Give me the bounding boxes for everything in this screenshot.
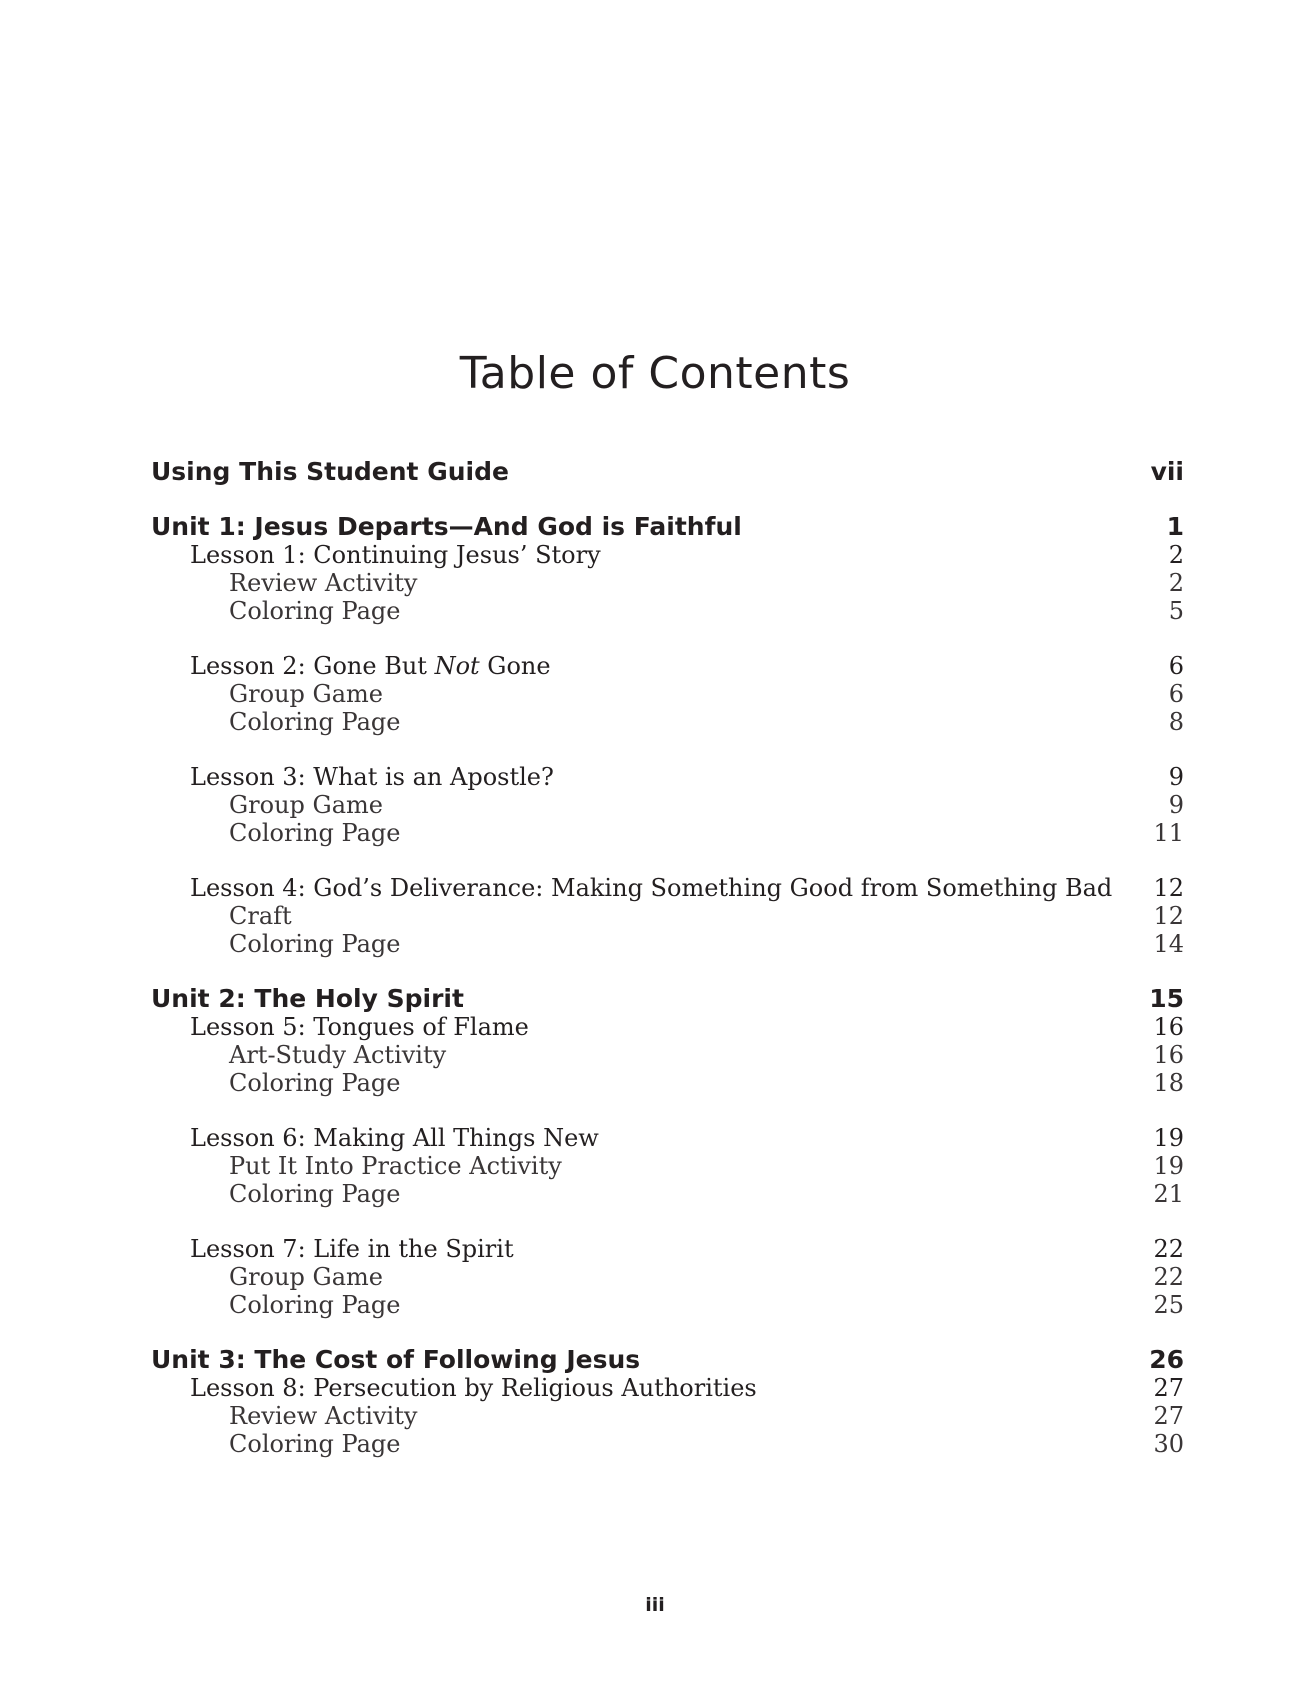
toc-entry-label: Lesson 4: God’s Deliverance: Making Something Good from Something Bad <box>190 874 1113 902</box>
toc-entry-page: 8 <box>1168 708 1184 736</box>
toc-entry-label: Coloring Page <box>229 1291 401 1319</box>
toc-entry-activity[interactable] <box>151 1178 1184 1210</box>
toc-entry-activity[interactable] <box>151 928 1184 960</box>
toc-entry-page: 14 <box>1153 930 1184 958</box>
toc-entry-label: Lesson 8: Persecution by Religious Authorities <box>190 1374 757 1402</box>
toc-entry-label: Unit 3: The Cost of Following Jesus <box>151 1345 641 1374</box>
toc-entry-label-part: Lesson 2: Gone But <box>190 652 435 680</box>
toc-entry-page: 2 <box>1168 541 1184 569</box>
toc-entry-label: Unit 2: The Holy Spirit <box>151 984 464 1013</box>
toc-entry-label: Group Game <box>229 680 383 708</box>
toc-entry-page: 2 <box>1168 569 1184 597</box>
toc-entry-label: Coloring Page <box>229 1069 401 1097</box>
toc-entry-label: Lesson 5: Tongues of Flame <box>190 1013 529 1041</box>
toc-entry-label: Group Game <box>229 1263 383 1291</box>
toc-entry-page: 6 <box>1168 680 1184 708</box>
toc-entry-activity[interactable] <box>151 595 1184 627</box>
toc-entry-page: 22 <box>1153 1263 1184 1291</box>
toc-entry-label: Coloring Page <box>229 819 401 847</box>
toc-entry-page: 9 <box>1168 763 1184 791</box>
toc-entry-label: Using This Student Guide <box>151 457 509 486</box>
toc-entry-label: Lesson 1: Continuing Jesus’ Story <box>190 541 601 569</box>
toc-entry-page: 16 <box>1153 1041 1184 1069</box>
toc-entry-activity[interactable] <box>151 1289 1184 1321</box>
toc-entry-label: Put It Into Practice Activity <box>229 1152 562 1180</box>
toc-entry-page: 15 <box>1149 984 1184 1013</box>
toc-entry-page: 27 <box>1153 1402 1184 1430</box>
toc-entry-page: 27 <box>1153 1374 1184 1402</box>
toc-entry-activity[interactable] <box>151 1428 1184 1460</box>
toc-entry-label-part: Gone <box>479 652 551 680</box>
toc-entry-label: Unit 1: Jesus Departs—And God is Faithful <box>151 512 742 541</box>
toc-entry-page: 1 <box>1166 512 1184 541</box>
toc-entry-label: Lesson 3: What is an Apostle? <box>190 763 554 791</box>
toc-entry-label: Coloring Page <box>229 1430 401 1458</box>
toc-entry-page: 19 <box>1153 1152 1184 1180</box>
page-title: Table of Contents <box>459 348 851 399</box>
toc-entry-page: 21 <box>1153 1180 1184 1208</box>
toc-entry-label: Lesson 6: Making All Things New <box>190 1124 599 1152</box>
toc-entry-page: 19 <box>1153 1124 1184 1152</box>
toc-entry-page: 16 <box>1153 1013 1184 1041</box>
toc-entry-unit[interactable] <box>151 456 1184 488</box>
toc-entry-page: 30 <box>1153 1430 1184 1458</box>
toc-entry-activity[interactable] <box>151 706 1184 738</box>
toc-entry-page: 9 <box>1168 791 1184 819</box>
toc-entry-page: 5 <box>1168 597 1184 625</box>
toc-entry-page: 11 <box>1153 819 1184 847</box>
toc-entry-label: Lesson 7: Life in the Spirit <box>190 1235 514 1263</box>
toc-entry-page: 12 <box>1153 874 1184 902</box>
toc-entry-page: vii <box>1150 457 1184 486</box>
toc-entry-label: Review Activity <box>229 1402 418 1430</box>
toc-entry-page: 22 <box>1153 1235 1184 1263</box>
toc-entry-label: Coloring Page <box>229 930 401 958</box>
toc-entry-page: 18 <box>1153 1069 1184 1097</box>
page-number: iii <box>645 1594 665 1616</box>
toc-entry-label-emphasis: Not <box>434 652 480 680</box>
toc-entry-label: Coloring Page <box>229 1180 401 1208</box>
toc-entry-label: Art-Study Activity <box>229 1041 447 1069</box>
toc-entry-label: Craft <box>229 902 292 930</box>
toc-entry-activity[interactable] <box>151 817 1184 849</box>
toc-entry-page: 12 <box>1153 902 1184 930</box>
toc-entry-label: Group Game <box>229 791 383 819</box>
toc-entry-page: 26 <box>1149 1345 1184 1374</box>
toc-entry-page: 6 <box>1168 652 1184 680</box>
toc-entry-label: Coloring Page <box>229 708 401 736</box>
toc-entry-label: Coloring Page <box>229 597 401 625</box>
toc-entry-page: 25 <box>1153 1291 1184 1319</box>
toc-entry-activity[interactable] <box>151 1067 1184 1099</box>
toc-entry-label: Review Activity <box>229 569 418 597</box>
